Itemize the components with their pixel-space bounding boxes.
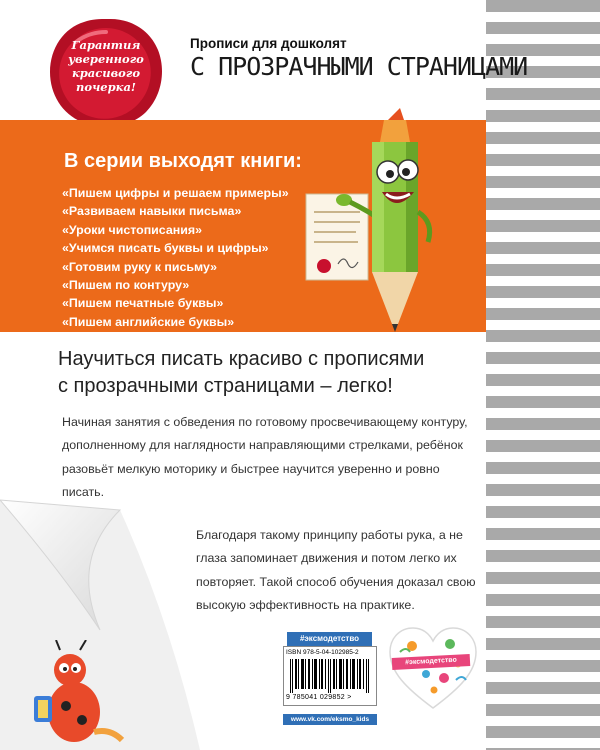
seal-line: уверенного [68,52,144,66]
barcode-digits: 9 785041 029852 > [286,694,352,701]
isbn-text: ISBN 978-5-04-102985-2 [286,649,359,656]
hashtag-label: #эксмодетство [287,632,372,646]
ladybug-mascot-icon [30,640,130,750]
seal-line: Гарантия [71,38,141,52]
series-book-list [62,184,289,331]
headline [58,346,478,400]
list-item: «Учимся писать буквы и цифры» [62,241,269,256]
list-item: «Пишем печатные буквы» [62,296,224,311]
seal-line: почерка! [76,80,136,94]
list-item: «Пишем цифры и решаем примеры» [62,186,289,200]
barcode-icon [290,659,370,693]
vk-link[interactable]: www.vk.com/eksmo_kids [283,714,377,725]
description-paragraph: Начиная занятия с обведения по готовому просвечивающему контуру, дополненному для наглядности направляющими стрелками, ребёнок разовьёт мелкую моторику и быстрее научится уверенно и ровно писать. [62,415,468,500]
seal-line: красивого [71,66,140,80]
side-stripes [486,0,600,750]
series-list-heading: В серии выходят книги: [64,150,302,172]
list-item: «Пишем по контуру» [62,277,190,292]
headline-line: Научиться писать красиво с прописями [58,348,425,370]
list-item: «Готовим руку к письму» [62,259,218,274]
list-item: «Пишем английские буквы» [62,314,235,329]
series-title: С ПРОЗРАЧНЫМИ СТРАНИЦАМИ [190,52,528,81]
list-item: «Уроки чистописания» [62,222,202,237]
list-item: «Развиваем навыки письма» [62,204,242,219]
pencil-mascot-icon [300,102,440,332]
seal-text [64,38,148,94]
heart-hashtag: #эксмодетство [392,654,471,670]
headline-line: с прозрачными страницами – легко! [58,375,393,397]
series-subtitle: Прописи для дошколят [190,36,347,51]
description-paragraph: Благодаря такому принципу работы рука, а не глаза запоминает движения и потом легко их повторяет. Такой способ обучения доказал свою высокую эффективность на практике. [196,528,476,613]
